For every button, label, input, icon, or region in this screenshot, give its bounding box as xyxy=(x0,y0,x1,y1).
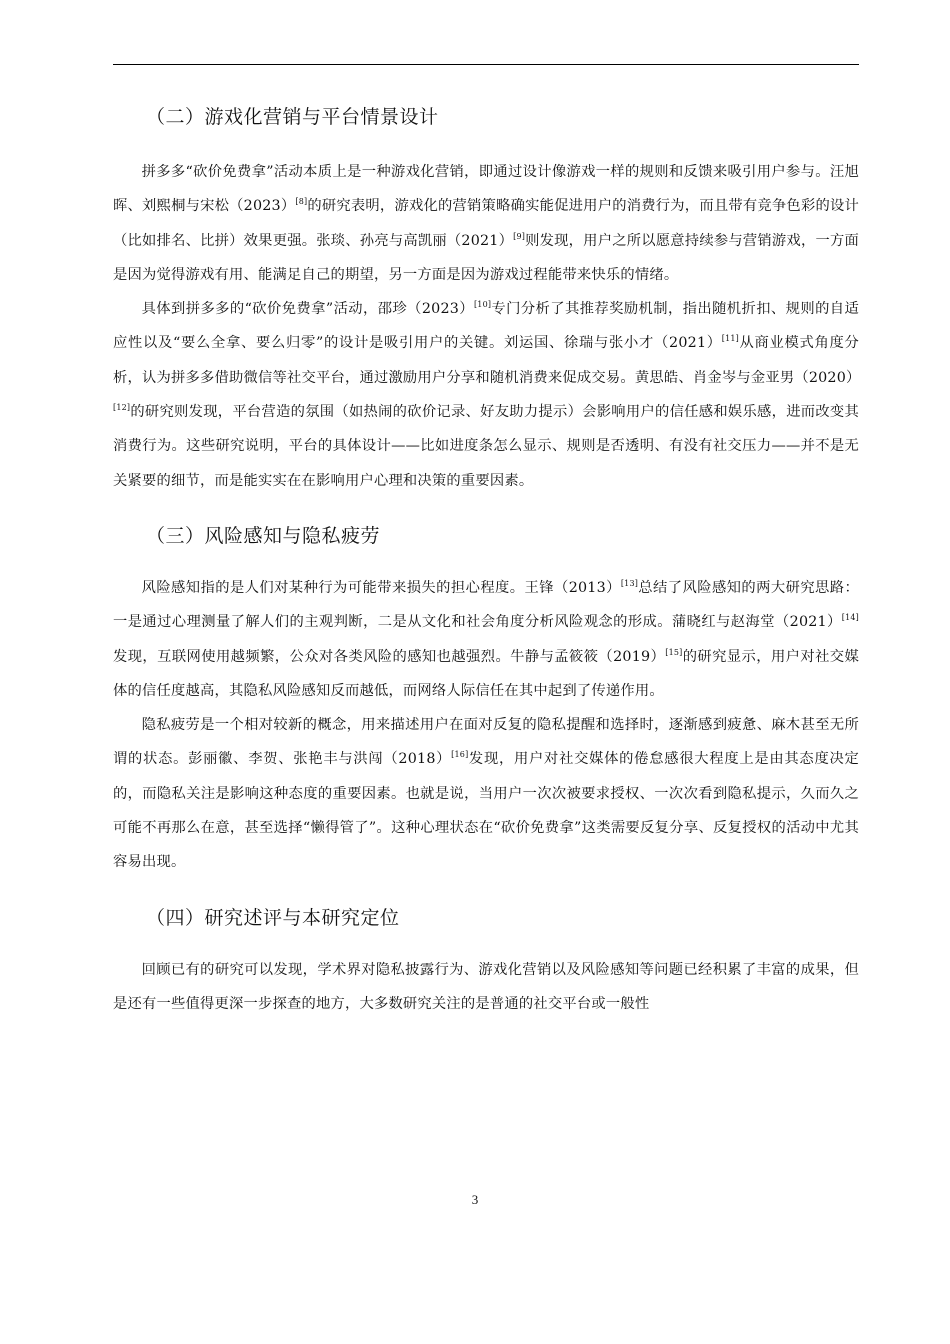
citation: [8] xyxy=(295,197,308,207)
text-run: 专门分析了其推荐奖励机制，指出随机折扣、规则的自适应性以及“要么全拿、要么归零”的设计是吸引用户的关键。刘运国、徐瑞与张小才（2021） xyxy=(113,301,859,352)
text-run: 的研究则发现，平台营造的氛围（如热闹的砍价记录、好友助力提示）会影响用户的信任感和娱乐感，进而改变其消费行为。这些研究说明，平台的具体设计——比如进度条怎么显示、规则是否透明、有没有社交压力——并不是无关紧要的细节，而是能实实在在影响用户心理和决策的重要因素。 xyxy=(113,404,859,489)
text-run: 的研究表明，游戏化的营销策略确实能促进用户的消费行为，而且带有竞争色彩的设计（比如排名、比拼）效果更强。张琰、孙亮与高凯丽（2021） xyxy=(113,198,859,249)
text-run: 的研究显示，用户对社交媒体的信任度越高，其隐私风险感知反而越低，而网络人际信任在其中起到了传递作用。 xyxy=(113,648,860,699)
paragraph xyxy=(113,708,859,879)
paragraph xyxy=(113,292,859,498)
page-content xyxy=(113,95,859,1021)
section-heading-4: （四）研究述评与本研究定位 xyxy=(146,906,400,929)
text-run: 具体到拼多多的“砍价免费拿”活动，邵珍（2023） xyxy=(141,301,474,318)
header-rule xyxy=(113,64,859,65)
page-number: 3 xyxy=(471,1192,479,1207)
text-run: 隐私疲劳是一个相对较新的概念，用来描述用户在面对反复的隐私提醒和选择时，逐渐感到疲惫、麻木甚至无所谓的状态。彭丽徽、李贺、张艳丰与洪闯（2018） xyxy=(113,717,859,768)
citation: [10] xyxy=(473,300,492,310)
text-run: 风险感知指的是人们对某种行为可能带来损失的担心程度。王锋（2013） xyxy=(141,579,621,596)
text-run: 回顾已有的研究可以发现，学术界对隐私披露行为、游戏化营销以及风险感知等问题已经积累了丰富的成果，但是还有一些值得更深一步探查的地方，大多数研究关注的是普通的社交平台或一般性 xyxy=(113,961,859,1012)
text-run: 总结了风险感知的两大研究思路：一是通过心理测量了解人们的主观判断，二是从文化和社会角度分析风险观念的形成。蒲晓红与赵海堂（2021） xyxy=(113,579,859,631)
citation: [9] xyxy=(513,231,526,241)
citation: [13] xyxy=(620,578,639,588)
text-run: 发现，用户对社交媒体的倦怠感很大程度上是由其态度决定的，而隐私关注是影响这种态度的重要因素。也就是说，当用户一次次被要求授权、一次次看到隐私提示，久而久之可能不再那么在意，甚至选择“懒得管了”。这种心理状态在“砍价免费拿”这类需要反复分享、反复授权的活动中尤其容易出现。 xyxy=(113,751,859,871)
paragraph xyxy=(113,571,859,708)
citation: [15] xyxy=(665,647,683,657)
text-run: 则发现，用户之所以愿意持续参与营销游戏，一方面是因为觉得游戏有用、能满足自己的期望，另一方面是因为游戏过程能带来快乐的情绪。 xyxy=(113,232,859,283)
citation: [11] xyxy=(721,334,739,344)
citation: [14] xyxy=(841,613,859,623)
text-run: 拼多多“砍价免费拿”活动本质上是一种游戏化营销，即通过设计像游戏一样的规则和反馈来吸引用户参与。汪旭晖、刘熙桐与宋松（2023） xyxy=(113,164,859,215)
section-heading-3: （三）风险感知与隐私疲劳 xyxy=(146,524,381,547)
paragraph xyxy=(113,953,859,1022)
paragraph xyxy=(113,155,859,292)
citation: [16] xyxy=(451,750,469,760)
section-heading-2: （二）游戏化营销与平台情景设计 xyxy=(146,106,439,128)
text-run: 从商业模式角度分析，认为拼多多借助微信等社交平台，通过激励用户分享和随机消费来促成交易。黄思皓、肖金岑与金亚男（2020） xyxy=(113,335,861,386)
text-run: 发现，互联网使用越频繁，公众对各类风险的感知也越强烈。牛静与孟筱筱（2019） xyxy=(113,648,666,665)
citation: [12] xyxy=(113,403,131,413)
